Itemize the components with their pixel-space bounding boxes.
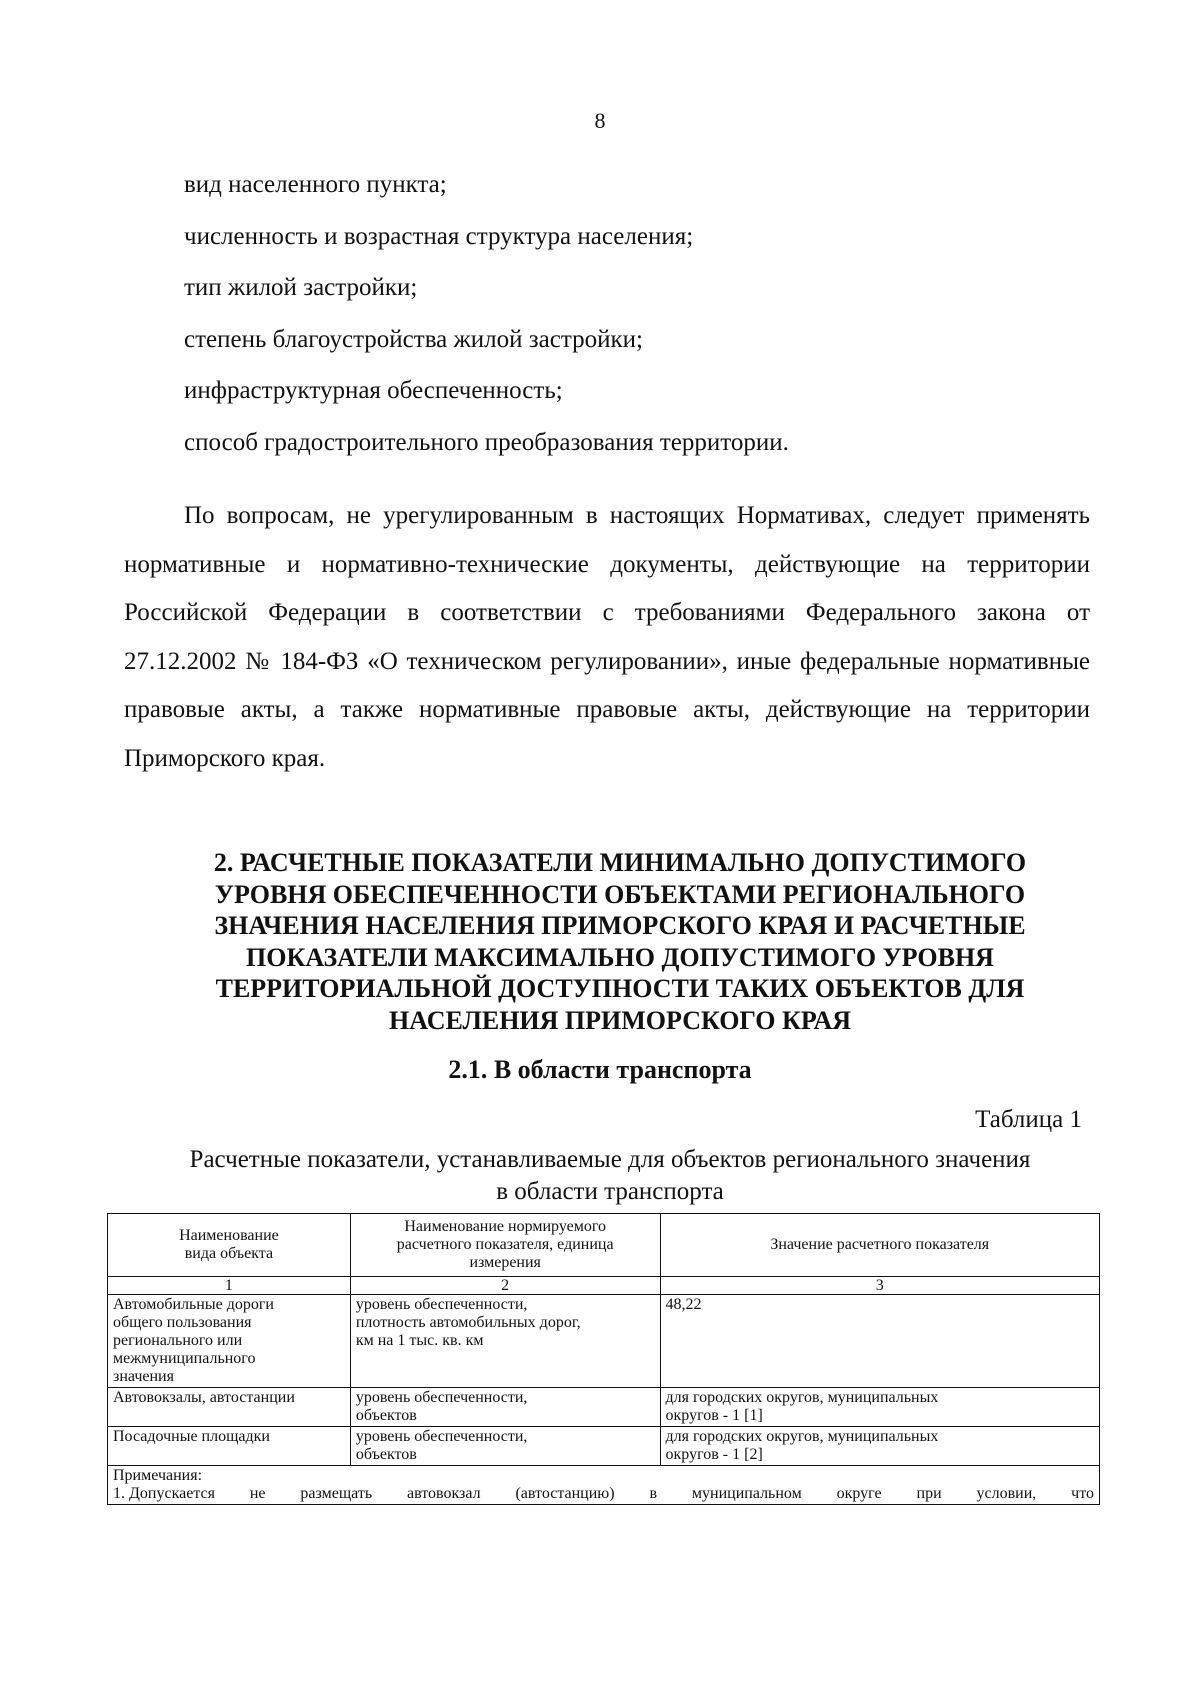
cell-line: Посадочные площадки: [113, 1428, 270, 1445]
note-word: условии,: [976, 1485, 1037, 1502]
note-word: размещать: [300, 1485, 373, 1502]
list-item: инфраструктурная обеспеченность;: [184, 377, 563, 404]
cell-line: для городских округов, муниципальных: [665, 1428, 939, 1445]
column-number: 1: [108, 1277, 351, 1295]
column-number: 2: [350, 1277, 660, 1295]
cell-value: [660, 1388, 1099, 1427]
note-word: 1. Допускается: [113, 1485, 215, 1502]
cell-line: уровень обеспеченности,: [355, 1296, 528, 1313]
section-title-line: НАСЕЛЕНИЯ ПРИМОРСКОГО КРАЯ: [389, 1005, 851, 1035]
header-line: вида объекта: [184, 1245, 274, 1262]
list-item: численность и возрастная структура населения;: [184, 222, 694, 250]
note-1: [113, 1485, 1094, 1503]
cell-object-type: [108, 1388, 351, 1427]
table-caption-line: Расчетные показатели, устанавливаемые для объектов регионального значения: [189, 1146, 1031, 1173]
cell-line: км на 1 тыс. кв. км: [355, 1332, 484, 1349]
list-item: тип жилой застройки;: [184, 274, 418, 301]
cell-object-type: [108, 1427, 351, 1466]
header-line: Значение расчетного показателя: [770, 1236, 990, 1253]
note-word: (автостанцию): [515, 1485, 615, 1502]
cell-line: округов - 1 [1]: [665, 1407, 763, 1424]
table-header-row: [108, 1214, 1100, 1277]
section-title-line: УРОВНЯ ОБЕСПЕЧЕННОСТИ ОБЪЕКТАМИ РЕГИОНАЛЬНОГО: [214, 879, 1026, 909]
indicators-table: [107, 1213, 1100, 1505]
notes-title: Примечания:: [113, 1467, 203, 1484]
cell-line: значения: [113, 1368, 174, 1385]
table-label: Таблица 1: [975, 1106, 1082, 1133]
cell-value: [660, 1295, 1099, 1388]
note-word: при: [916, 1485, 942, 1502]
section-title-line: ЗНАЧЕНИЯ НАСЕЛЕНИЯ ПРИМОРСКОГО КРАЯ И РАСЧЕТНЫЕ: [214, 911, 1026, 940]
cell-line: Автомобильные дороги: [113, 1296, 274, 1313]
cell-line: объектов: [355, 1446, 417, 1463]
header-line: расчетного показателя, единица: [396, 1236, 614, 1253]
body-paragraph: По вопросам, не урегулированным в настоящих Нормативах, следует применять нормативные и нормативно-технические документы, действующие на территории Российской Федерации в соответствии с требованиями Федерального закона от 27.12.2002 № 184-ФЗ «О техническом регулировании», иные федеральные нормативные правовые акты, а также нормативные правовые акты, действующие на территории Приморского края.: [124, 502, 1090, 772]
list-item: способ градостроительного преобразования территории.: [184, 428, 789, 456]
cell-indicator: [350, 1427, 660, 1466]
notes-row: [108, 1466, 1100, 1505]
header-value: [660, 1214, 1099, 1277]
cell-indicator: [350, 1295, 660, 1388]
section-title-line: 2. РАСЧЕТНЫЕ ПОКАЗАТЕЛИ МИНИМАЛЬНО ДОПУСТИМОГО: [213, 848, 1027, 877]
note-word: муниципальном: [691, 1485, 802, 1502]
cell-line: плотность автомобильных дорог,: [355, 1314, 581, 1331]
table-row: [108, 1427, 1100, 1466]
cell-line: 48,22: [665, 1296, 702, 1313]
section-title-line: ТЕРРИТОРИАЛЬНОЙ ДОСТУПНОСТИ ТАКИХ ОБЪЕКТОВ ДЛЯ: [215, 974, 1025, 1003]
list-item: вид населенного пункта;: [184, 171, 447, 198]
note-word: в: [649, 1485, 658, 1502]
header-line: Наименование: [179, 1227, 279, 1244]
header-line: Наименование нормируемого: [404, 1218, 606, 1235]
table-row: [108, 1388, 1100, 1427]
criteria-list: [184, 164, 1104, 473]
table-row: [108, 1295, 1100, 1388]
cell-line: межмуниципального: [113, 1350, 256, 1367]
header-object-type: [108, 1214, 351, 1277]
cell-line: регионального или: [113, 1332, 243, 1349]
subsection-title: 2.1. В области транспорта: [448, 1055, 752, 1084]
note-word: что: [1071, 1485, 1094, 1502]
cell-line: уровень обеспеченности,: [355, 1428, 528, 1445]
column-number-row: [108, 1277, 1100, 1295]
note-word: округе: [836, 1485, 882, 1502]
cell-line: Автовокзалы, автостанции: [113, 1389, 295, 1406]
table-caption-line: в области транспорта: [496, 1178, 724, 1205]
cell-line: общего пользования: [113, 1314, 252, 1331]
header-line: измерения: [469, 1254, 541, 1271]
cell-line: округов - 1 [2]: [665, 1446, 763, 1463]
cell-line: объектов: [355, 1407, 417, 1424]
section-title-line: ПОКАЗАТЕЛИ МАКСИМАЛЬНО ДОПУСТИМОГО УРОВНЯ: [246, 942, 994, 972]
note-word: автовокзал: [406, 1485, 481, 1502]
note-word: не: [249, 1485, 266, 1502]
cell-value: [660, 1427, 1099, 1466]
column-number: 3: [660, 1277, 1099, 1295]
table-caption: [120, 1144, 1100, 1208]
header-indicator: [350, 1214, 660, 1277]
notes-cell: [108, 1466, 1100, 1505]
cell-line: для городских округов, муниципальных: [665, 1389, 939, 1406]
section-title: [150, 847, 1090, 1036]
cell-line: уровень обеспеченности,: [355, 1389, 528, 1406]
page-number: 8: [594, 108, 606, 133]
cell-indicator: [350, 1388, 660, 1427]
list-item: степень благоустройства жилой застройки;: [184, 325, 643, 353]
cell-object-type: [108, 1295, 351, 1388]
